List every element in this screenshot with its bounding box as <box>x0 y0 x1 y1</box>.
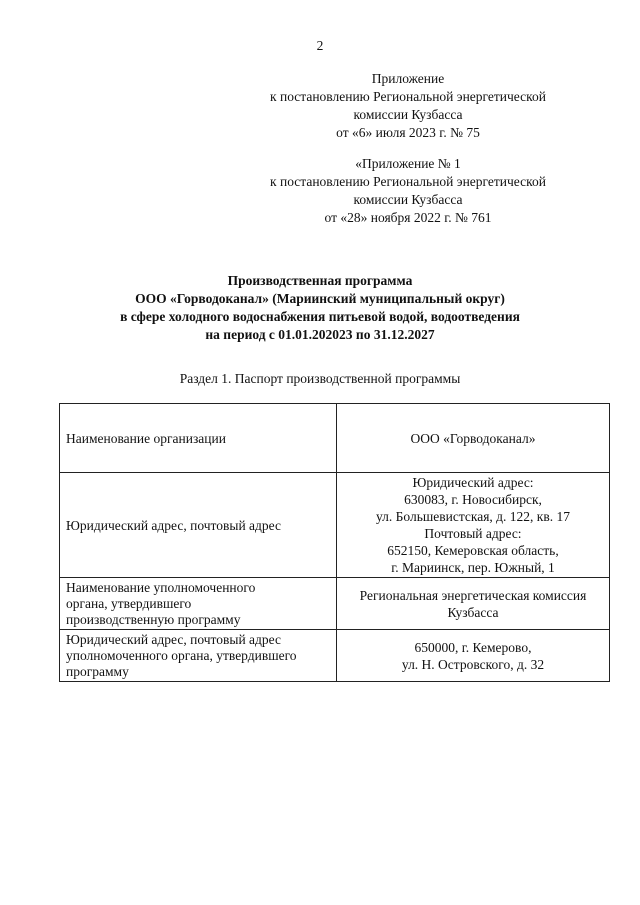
row-value-cell <box>337 404 610 473</box>
row-label-cell <box>60 404 337 473</box>
appendix-line: комиссии Кузбасса <box>353 107 463 122</box>
page-number: 2 <box>316 38 324 53</box>
row-label-cell <box>60 630 337 682</box>
appendix-line: «Приложение № 1 <box>355 156 461 171</box>
section-title: Раздел 1. Паспорт производственной программы <box>179 371 461 386</box>
appendix-header-current <box>245 70 571 142</box>
row-value-cell <box>337 630 610 682</box>
passport-table <box>59 403 610 682</box>
row-value: г. Мариинск, пер. Южный, 1 <box>391 560 555 575</box>
row-label: органа, утвердившего <box>66 595 192 611</box>
row-label: Наименование уполномоченного <box>66 579 256 595</box>
row-label-cell <box>60 473 337 578</box>
row-value: Юридический адрес: <box>412 475 534 490</box>
row-value: Кузбасса <box>447 604 499 620</box>
title-line: ООО «Горводоканал» (Мариинский муниципальный округ) <box>135 291 505 306</box>
row-value-cell <box>337 473 610 578</box>
table-row <box>60 404 610 473</box>
appendix-line: от «6» июля 2023 г. № 75 <box>336 125 480 140</box>
row-value: 650000, г. Кемерово, <box>414 639 532 655</box>
appendix-line: Приложение <box>371 71 445 86</box>
row-label: уполномоченного органа, утвердившего <box>66 647 297 663</box>
row-label: Юридический адрес, почтовый адрес <box>66 631 281 647</box>
appendix-header-original <box>245 155 571 227</box>
row-label: Наименование организации <box>66 430 226 446</box>
row-value-cell <box>337 578 610 630</box>
table-row <box>60 473 610 578</box>
row-value: 652150, Кемеровская область, <box>387 543 559 558</box>
row-label: Юридический адрес, почтовый адрес <box>66 517 281 533</box>
program-title <box>0 272 640 344</box>
appendix-line: комиссии Кузбасса <box>353 192 463 207</box>
title-line: на период с 01.01.202023 по 31.12.2027 <box>205 327 435 342</box>
row-label: производственную программу <box>66 611 241 627</box>
row-label: программу <box>66 663 129 679</box>
title-line: Производственная программа <box>227 273 413 288</box>
row-value: ООО «Горводоканал» <box>410 430 536 446</box>
table-row <box>60 578 610 630</box>
row-value: Региональная энергетическая комиссия <box>359 587 587 603</box>
appendix-line: к постановлению Региональной энергетической <box>270 89 546 104</box>
table-row <box>60 630 610 682</box>
row-value: 630083, г. Новосибирск, <box>404 492 542 507</box>
title-line: в сфере холодного водоснабжения питьевой водой, водоотведения <box>120 309 520 324</box>
row-value: ул. Н. Островского, д. 32 <box>401 656 545 672</box>
row-value: Почтовый адрес: <box>424 526 522 541</box>
row-label-cell <box>60 578 337 630</box>
appendix-line: к постановлению Региональной энергетической <box>270 174 546 189</box>
row-value: ул. Большевистская, д. 122, кв. 17 <box>375 509 570 524</box>
appendix-line: от «28» ноября 2022 г. № 761 <box>324 210 492 225</box>
